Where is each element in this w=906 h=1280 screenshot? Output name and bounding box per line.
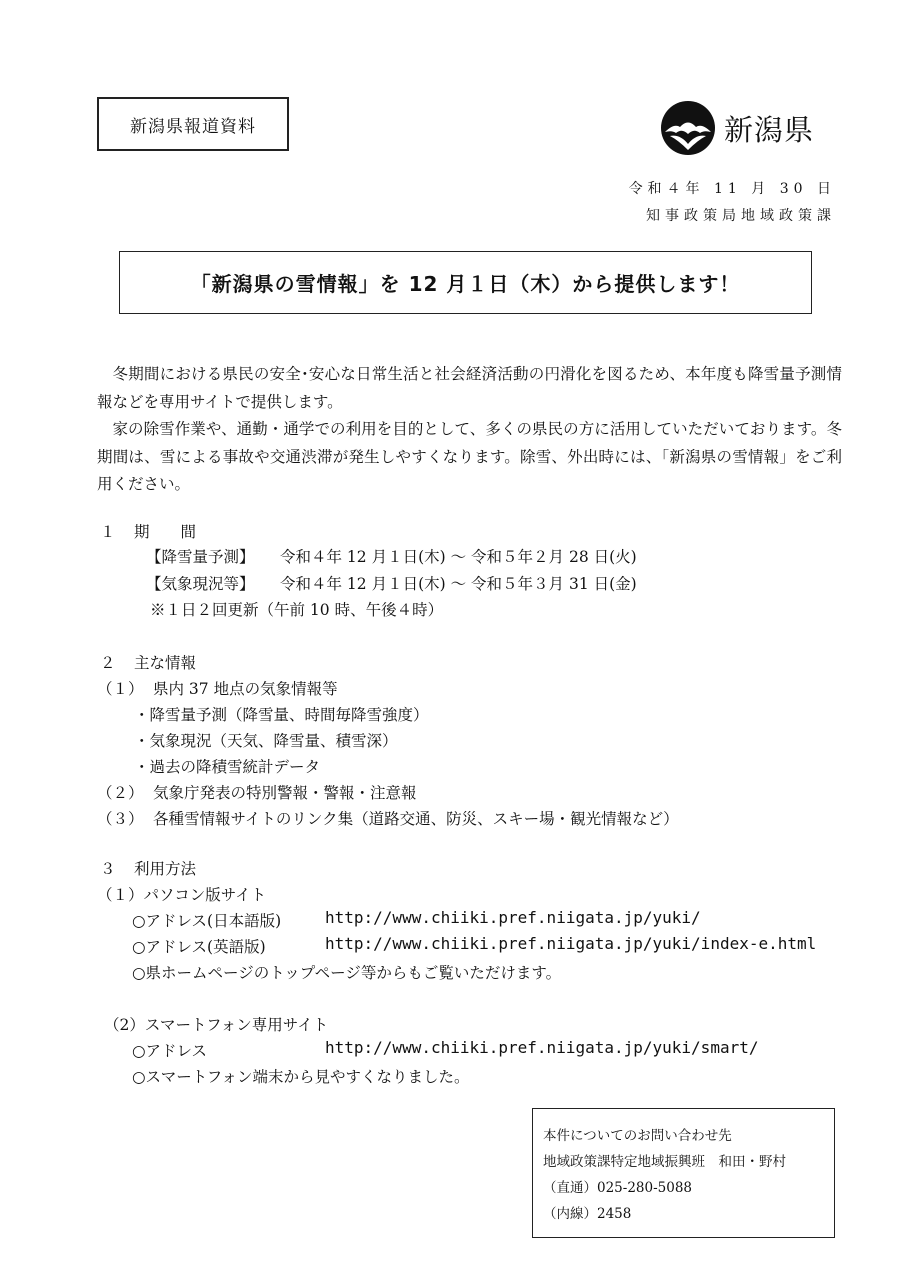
contact-direct-phone: （直通）025-280-5088 [543, 1180, 693, 1196]
department-name: 知事政策局地域政策課 [646, 208, 836, 224]
pc-address-en-label: ○アドレス(英語版) [132, 938, 266, 956]
sp-site-note: ○スマートフォン端末から見やすくなりました。 [132, 1068, 470, 1086]
release-date: 令和４年 11 月 30 日 [628, 181, 836, 197]
info-item-1-text: 県内 37 地点の気象情報等 [153, 680, 338, 698]
section-1-heading: 期 間 [134, 523, 197, 541]
contact-title: 本件についてのお問い合わせ先 [543, 1128, 732, 1144]
period-row-weather-label: 【気象現況等】 [146, 575, 255, 593]
contact-extension: （内線）2458 [543, 1206, 632, 1222]
period-row-weather-text: 令和４年 12 月１日(木) ～ 令和５年３月 31 日(金) [280, 575, 637, 593]
info-subitem-weather: ・気象現況（天気、降雪量、積雪深） [134, 732, 398, 750]
headline: 「新潟県の雪情報」を 12 月１日（木）から提供します！ [190, 272, 741, 296]
section-3-heading: 利用方法 [134, 860, 197, 878]
pc-site-title: （１）パソコン版サイト [97, 886, 267, 904]
info-subitem-history: ・過去の降積雪統計データ [134, 758, 321, 776]
section-2-heading: 主な情報 [134, 654, 197, 672]
contact-team: 地域政策課特定地域振興班 和田・野村 [543, 1154, 786, 1170]
logo-text: 新潟県 [724, 112, 815, 147]
section-1-number: １ [100, 523, 116, 541]
sp-address-link[interactable]: http://www.chiiki.pref.niigata.jp/yuki/smart/ [325, 1038, 759, 1057]
section-2-number: ２ [100, 654, 116, 672]
info-item-3-text: 各種雪情報サイトのリンク集（道路交通、防災、スキー場・観光情報など） [153, 810, 679, 828]
info-item-3-num: （３） [97, 810, 144, 828]
headline-box [119, 251, 812, 314]
sp-site-title: （2）スマートフォン専用サイト [104, 1016, 329, 1034]
period-row-snowfall-label: 【降雪量予測】 [146, 548, 255, 566]
info-item-2-num: （２） [97, 784, 144, 802]
pc-address-ja-link[interactable]: http://www.chiiki.pref.niigata.jp/yuki/ [325, 908, 701, 927]
pc-address-ja-label: ○アドレス(日本語版) [132, 912, 282, 930]
period-row-snowfall-text: 令和４年 12 月１日(木) ～ 令和５年２月 28 日(火) [280, 548, 637, 566]
update-note: ※１日２回更新（午前 10 時、午後４時） [150, 601, 444, 619]
pc-site-note: ○県ホームページのトップページ等からもご覧いただけます。 [132, 964, 562, 982]
sp-address-label: ○アドレス [132, 1042, 208, 1060]
niigata-emblem-icon [660, 100, 716, 156]
contact-box [532, 1108, 835, 1238]
info-item-1-num: （１） [97, 680, 144, 698]
prefecture-logo [660, 100, 814, 156]
press-release-label [97, 97, 289, 151]
pc-address-en-link[interactable]: http://www.chiiki.pref.niigata.jp/yuki/index-e.html [325, 934, 817, 953]
section-3-number: ３ [100, 860, 116, 878]
intro-paragraph-2: 家の除雪作業や、通勤・通学での利用を目的として、多くの県民の方に活用していただいております。冬期間は、雪による事故や交通渋滞が発生しやすくなります。除雪、外出時には、「新潟県の雪情報」をご利用ください。 [97, 420, 842, 493]
info-subitem-snowfall: ・降雪量予測（降雪量、時間毎降雪強度） [134, 706, 429, 724]
intro-paragraph-1: 冬期間における県民の安全･安心な日常生活と社会経済活動の円滑化を図るため、本年度も降雪量予測情報などを専用サイトで提供します。 [97, 365, 842, 411]
press-release-label-text: 新潟県報道資料 [130, 116, 256, 137]
info-item-2-text: 気象庁発表の特別警報・警報・注意報 [153, 784, 417, 802]
